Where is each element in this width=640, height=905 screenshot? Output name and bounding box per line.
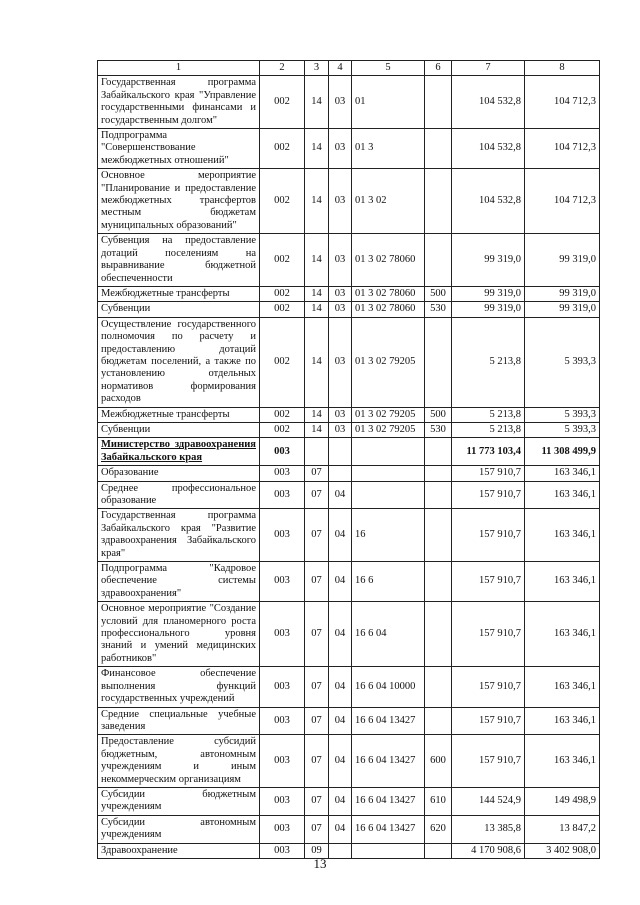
subsection-code: 04 <box>329 787 352 815</box>
table-row <box>98 735 600 788</box>
target-article-code: 16 6 04 13427 <box>352 735 425 788</box>
column-number: 2 <box>260 61 305 76</box>
target-article-code: 01 3 02 <box>352 169 425 234</box>
expense-type-code <box>425 466 452 481</box>
subsection-code: 04 <box>329 562 352 602</box>
amount-year-2: 163 346,1 <box>525 667 600 707</box>
section-code: 07 <box>305 481 329 509</box>
expense-type-code <box>425 438 452 466</box>
ministry-code: 002 <box>260 169 305 234</box>
target-article-code: 01 <box>352 76 425 129</box>
section-code: 14 <box>305 302 329 317</box>
ministry-code: 002 <box>260 422 305 437</box>
section-code: 14 <box>305 234 329 287</box>
amount-year-1: 99 319,0 <box>452 302 525 317</box>
ministry-code: 003 <box>260 707 305 735</box>
ministry-code: 003 <box>260 815 305 843</box>
amount-year-1: 5 213,8 <box>452 317 525 407</box>
amount-year-2: 163 346,1 <box>525 707 600 735</box>
ministry-code: 003 <box>260 787 305 815</box>
expense-type-code <box>425 317 452 407</box>
ministry-code: 003 <box>260 466 305 481</box>
item-description: Субсидии автономным учреждениям <box>98 815 260 843</box>
table-row <box>98 815 600 843</box>
page-number: 13 <box>313 856 327 871</box>
expense-type-code <box>425 509 452 562</box>
target-article-code <box>352 438 425 466</box>
table-row <box>98 667 600 707</box>
amount-year-1: 104 532,8 <box>452 76 525 129</box>
expense-type-code: 620 <box>425 815 452 843</box>
budget-table <box>97 60 600 859</box>
target-article-code: 01 3 02 79205 <box>352 422 425 437</box>
target-article-code: 01 3 <box>352 129 425 169</box>
target-article-code: 16 6 <box>352 562 425 602</box>
section-code: 07 <box>305 735 329 788</box>
target-article-code: 16 6 04 10000 <box>352 667 425 707</box>
target-article-code: 01 3 02 78060 <box>352 302 425 317</box>
item-description: Межбюджетные трансферты <box>98 286 260 301</box>
amount-year-2: 104 712,3 <box>525 129 600 169</box>
item-description: Осуществление государственного полномочия по расчету и предоставлению дотаций бюджетам поселений, а также по установлению отдельных нормативов формирования расходов <box>98 317 260 407</box>
target-article-code: 16 6 04 <box>352 602 425 667</box>
ministry-code: 003 <box>260 602 305 667</box>
amount-year-1: 157 910,7 <box>452 562 525 602</box>
subsection-code <box>329 466 352 481</box>
amount-year-2: 104 712,3 <box>525 169 600 234</box>
target-article-code: 16 6 04 13427 <box>352 787 425 815</box>
table-row <box>98 466 600 481</box>
target-article-code: 01 3 02 79205 <box>352 407 425 422</box>
column-number: 1 <box>98 61 260 76</box>
expense-type-code: 530 <box>425 302 452 317</box>
subsection-code: 04 <box>329 509 352 562</box>
table-row <box>98 317 600 407</box>
column-number: 7 <box>452 61 525 76</box>
amount-year-1: 5 213,8 <box>452 422 525 437</box>
expense-type-code <box>425 707 452 735</box>
amount-year-1: 157 910,7 <box>452 707 525 735</box>
amount-year-2: 5 393,3 <box>525 317 600 407</box>
expense-type-code: 500 <box>425 407 452 422</box>
expense-type-code: 610 <box>425 787 452 815</box>
expense-type-code <box>425 667 452 707</box>
column-number-row <box>98 61 600 76</box>
amount-year-2: 163 346,1 <box>525 562 600 602</box>
item-description: Субсидии бюджетным учреждениям <box>98 787 260 815</box>
subsection-code: 03 <box>329 169 352 234</box>
item-description: Государственная программа Забайкальского края "Развитие здравоохранения Забайкальского края" <box>98 509 260 562</box>
target-article-code: 01 3 02 78060 <box>352 234 425 287</box>
ministry-code: 003 <box>260 438 305 466</box>
target-article-code <box>352 481 425 509</box>
target-article-code: 01 3 02 79205 <box>352 317 425 407</box>
section-code: 07 <box>305 509 329 562</box>
section-code <box>305 438 329 466</box>
subsection-code: 03 <box>329 286 352 301</box>
item-description: Здравоохранение <box>98 843 260 858</box>
expense-type-code <box>425 169 452 234</box>
table-row <box>98 707 600 735</box>
table-row <box>98 787 600 815</box>
amount-year-2: 163 346,1 <box>525 481 600 509</box>
table-row <box>98 129 600 169</box>
target-article-code: 16 <box>352 509 425 562</box>
subsection-code: 04 <box>329 815 352 843</box>
amount-year-2: 163 346,1 <box>525 466 600 481</box>
item-description: Субвенция на предоставление дотаций поселениям на выравнивание бюджетной обеспеченности <box>98 234 260 287</box>
item-description: Средние специальные учебные заведения <box>98 707 260 735</box>
subsection-code: 04 <box>329 481 352 509</box>
table-row <box>98 438 600 466</box>
ministry-code: 003 <box>260 562 305 602</box>
ministry-code: 002 <box>260 407 305 422</box>
amount-year-1: 99 319,0 <box>452 286 525 301</box>
amount-year-1: 144 524,9 <box>452 787 525 815</box>
item-description: Министерство здравоохранения Забайкальского края <box>98 438 260 466</box>
section-code: 14 <box>305 422 329 437</box>
section-code: 07 <box>305 787 329 815</box>
subsection-code: 03 <box>329 407 352 422</box>
table-row <box>98 509 600 562</box>
section-code: 09 <box>305 843 329 858</box>
section-code: 14 <box>305 286 329 301</box>
amount-year-1: 157 910,7 <box>452 667 525 707</box>
ministry-code: 003 <box>260 667 305 707</box>
expense-type-code <box>425 481 452 509</box>
amount-year-2: 5 393,3 <box>525 422 600 437</box>
section-code: 07 <box>305 466 329 481</box>
item-description: Основное мероприятие "Создание условий для планомерного роста профессионального уровня знаний и умений медицинских работников" <box>98 602 260 667</box>
item-description: Среднее профессиональное образование <box>98 481 260 509</box>
table-row <box>98 286 600 301</box>
amount-year-2: 99 319,0 <box>525 302 600 317</box>
item-description: Образование <box>98 466 260 481</box>
column-number: 5 <box>352 61 425 76</box>
ministry-code: 002 <box>260 302 305 317</box>
ministry-code: 002 <box>260 234 305 287</box>
item-description: Основное мероприятие "Планирование и предоставление межбюджетных трансфертов местным бюджетам муниципальных образований" <box>98 169 260 234</box>
amount-year-1: 157 910,7 <box>452 509 525 562</box>
amount-year-2: 3 402 908,0 <box>525 843 600 858</box>
amount-year-1: 13 385,8 <box>452 815 525 843</box>
section-code: 14 <box>305 76 329 129</box>
table-row <box>98 234 600 287</box>
amount-year-1: 5 213,8 <box>452 407 525 422</box>
amount-year-2: 11 308 499,9 <box>525 438 600 466</box>
expense-type-code <box>425 234 452 287</box>
ministry-code: 003 <box>260 509 305 562</box>
amount-year-2: 163 346,1 <box>525 735 600 788</box>
table-row <box>98 481 600 509</box>
amount-year-2: 13 847,2 <box>525 815 600 843</box>
amount-year-1: 157 910,7 <box>452 466 525 481</box>
ministry-code: 002 <box>260 286 305 301</box>
subsection-code: 03 <box>329 317 352 407</box>
subsection-code: 03 <box>329 234 352 287</box>
section-code: 07 <box>305 562 329 602</box>
amount-year-1: 99 319,0 <box>452 234 525 287</box>
amount-year-1: 11 773 103,4 <box>452 438 525 466</box>
amount-year-2: 104 712,3 <box>525 76 600 129</box>
ministry-code: 003 <box>260 481 305 509</box>
amount-year-2: 163 346,1 <box>525 509 600 562</box>
table-body <box>98 61 600 859</box>
ministry-code: 003 <box>260 843 305 858</box>
section-code: 14 <box>305 317 329 407</box>
section-code: 14 <box>305 129 329 169</box>
item-description: Подпрограмма "Кадровое обеспечение системы здравоохранения" <box>98 562 260 602</box>
expense-type-code: 530 <box>425 422 452 437</box>
subsection-code <box>329 438 352 466</box>
amount-year-1: 157 910,7 <box>452 602 525 667</box>
section-code: 14 <box>305 169 329 234</box>
amount-year-2: 99 319,0 <box>525 286 600 301</box>
item-description: Подпрограмма "Совершенствование межбюджетных отношений" <box>98 129 260 169</box>
subsection-code: 04 <box>329 667 352 707</box>
table-row <box>98 602 600 667</box>
subsection-code: 03 <box>329 302 352 317</box>
expense-type-code <box>425 562 452 602</box>
target-article-code: 01 3 02 78060 <box>352 286 425 301</box>
table-row <box>98 76 600 129</box>
amount-year-2: 99 319,0 <box>525 234 600 287</box>
target-article-code: 16 6 04 13427 <box>352 707 425 735</box>
column-number: 3 <box>305 61 329 76</box>
amount-year-1: 104 532,8 <box>452 129 525 169</box>
subsection-code: 04 <box>329 602 352 667</box>
amount-year-1: 157 910,7 <box>452 735 525 788</box>
item-description: Предоставление субсидий бюджетным, автономным учреждениям и иным некоммерческим организациям <box>98 735 260 788</box>
ministry-code: 003 <box>260 735 305 788</box>
ministry-code: 002 <box>260 76 305 129</box>
expense-type-code <box>425 602 452 667</box>
target-article-code <box>352 466 425 481</box>
amount-year-2: 163 346,1 <box>525 602 600 667</box>
subsection-code: 03 <box>329 76 352 129</box>
subsection-code: 03 <box>329 422 352 437</box>
column-number: 6 <box>425 61 452 76</box>
ministry-code: 002 <box>260 129 305 169</box>
subsection-code: 04 <box>329 707 352 735</box>
section-code: 14 <box>305 407 329 422</box>
amount-year-2: 149 498,9 <box>525 787 600 815</box>
column-number: 8 <box>525 61 600 76</box>
column-number: 4 <box>329 61 352 76</box>
expense-type-code <box>425 76 452 129</box>
section-code: 07 <box>305 667 329 707</box>
table-row <box>98 422 600 437</box>
ministry-code: 002 <box>260 317 305 407</box>
table-row <box>98 302 600 317</box>
item-description: Государственная программа Забайкальского края "Управление государственными финансами и государственным долгом" <box>98 76 260 129</box>
section-code: 07 <box>305 602 329 667</box>
amount-year-1: 4 170 908,6 <box>452 843 525 858</box>
item-description: Межбюджетные трансферты <box>98 407 260 422</box>
table-row <box>98 169 600 234</box>
subsection-code: 04 <box>329 735 352 788</box>
amount-year-2: 5 393,3 <box>525 407 600 422</box>
item-description: Финансовое обеспечение выполнения функций государственных учреждений <box>98 667 260 707</box>
subsection-code: 03 <box>329 129 352 169</box>
target-article-code: 16 6 04 13427 <box>352 815 425 843</box>
section-code: 07 <box>305 707 329 735</box>
expense-type-code: 600 <box>425 735 452 788</box>
item-description: Субвенции <box>98 302 260 317</box>
table-row <box>98 407 600 422</box>
expense-type-code <box>425 129 452 169</box>
section-code: 07 <box>305 815 329 843</box>
item-description: Субвенции <box>98 422 260 437</box>
amount-year-1: 104 532,8 <box>452 169 525 234</box>
amount-year-1: 157 910,7 <box>452 481 525 509</box>
table-row <box>98 562 600 602</box>
expense-type-code: 500 <box>425 286 452 301</box>
